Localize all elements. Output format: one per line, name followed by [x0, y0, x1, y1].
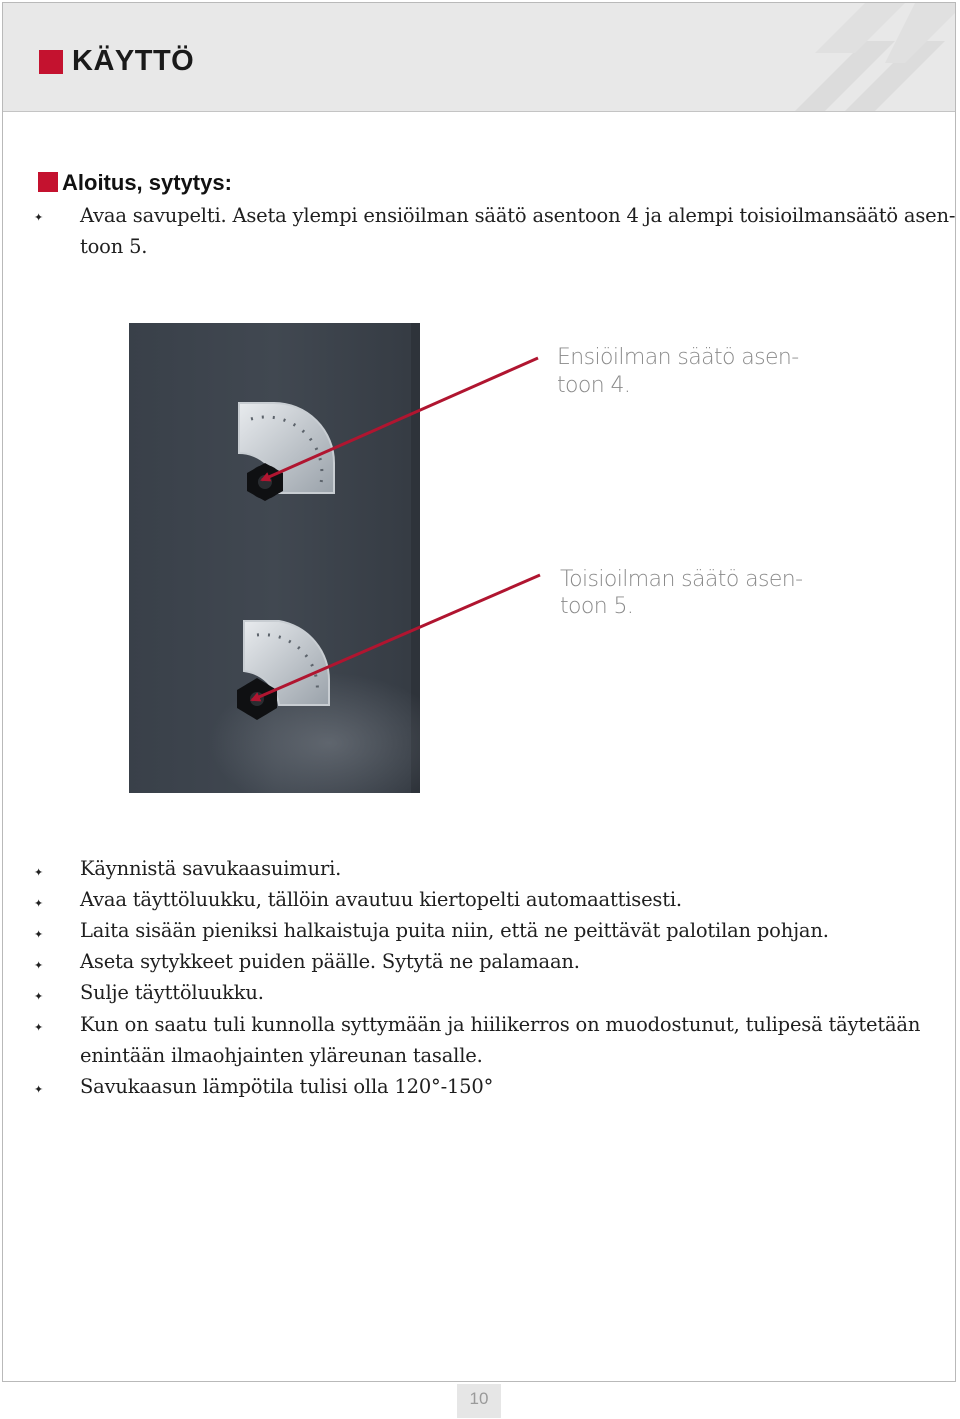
step-line: Käynnistä savukaasuimuri.: [80, 857, 342, 880]
step-line-continuation: enintään ilmaohjainten yläreunan tasalle.: [80, 1044, 483, 1067]
section-title: Aloitus, sytytys:: [62, 170, 232, 195]
step-line: Aseta sytykkeet puiden päälle. Sytytä ne palamaan.: [80, 950, 580, 973]
step-line: Avaa täyttöluukku, tällöin avautuu kiertopelti automaattisesti.: [80, 888, 682, 911]
step-line: Laita sisään pieniksi halkaistuja puita niin, että ne peittävät palotilan pohjan.: [80, 919, 829, 942]
star-bullet-icon: ✦: [34, 1083, 44, 1096]
step-line: Savukaasun lämpötila tulisi olla 120°-150°: [80, 1075, 494, 1098]
star-bullet-icon: ✦: [34, 1021, 44, 1034]
star-bullet-icon: ✦: [34, 211, 44, 224]
stove-air-control-photo: [129, 323, 420, 793]
step-line: Kun on saatu tuli kunnolla syttymään ja hiilikerros on muodostunut, tulipesä täytetään: [80, 1013, 921, 1036]
star-bullet-icon: ✦: [34, 990, 44, 1003]
secondary-air-callout-line2: toon 5.: [560, 594, 634, 619]
secondary-air-callout-line1: Toisioilman säätö asen-: [560, 567, 803, 592]
page-title: KÄYTTÖ: [72, 45, 195, 77]
header-decoration: [735, 3, 955, 111]
page-number: 10: [469, 1389, 489, 1408]
title-marker: [39, 50, 63, 74]
primary-air-callout-line2: toon 4.: [557, 373, 631, 398]
page-header: [3, 3, 955, 112]
primary-air-callout-line1: Ensiöilman säätö asen-: [557, 345, 799, 370]
star-bullet-icon: ✦: [34, 897, 44, 910]
intro-line: toon 5.: [80, 235, 148, 258]
star-bullet-icon: ✦: [34, 928, 44, 941]
star-bullet-icon: ✦: [34, 959, 44, 972]
intro-line: Avaa savupelti. Aseta ylempi ensiöilman säätö asentoon 4 ja alempi toisioilmansäätö asen-: [80, 204, 956, 227]
star-bullet-icon: ✦: [34, 866, 44, 879]
step-line: Sulje täyttöluukku.: [80, 981, 264, 1004]
section-marker: [38, 172, 58, 192]
